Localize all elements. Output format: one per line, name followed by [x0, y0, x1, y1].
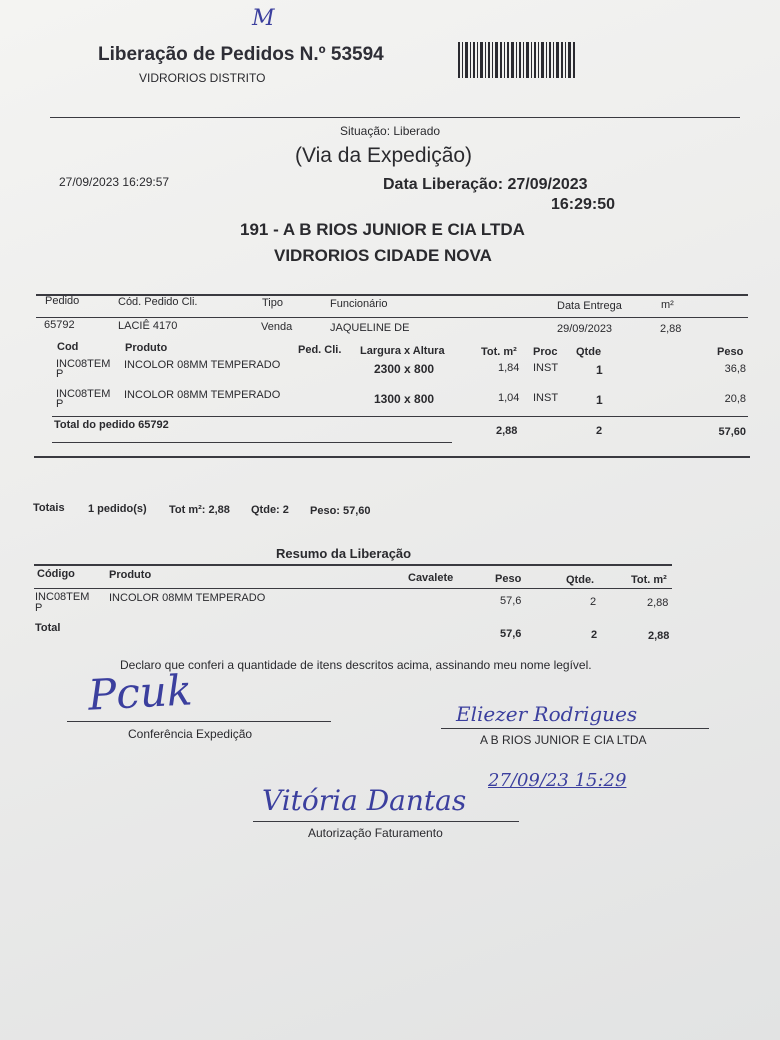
item-dims: 1300 x 800 — [374, 392, 435, 406]
summary-col-codigo: Código — [37, 568, 75, 580]
summary-row-tot-m2: 2,88 — [647, 597, 669, 609]
via-label: (Via da Expedição) — [295, 144, 473, 167]
totals-pedidos: 1 pedido(s) — [88, 503, 147, 515]
release-time: 16:29:50 — [551, 196, 616, 213]
order-total-peso: 57,60 — [718, 426, 746, 438]
summary-col-qtde: Qtde. — [566, 574, 595, 586]
summary-row-cod-line2: P — [35, 602, 43, 614]
summary-total-label: Total — [35, 622, 61, 634]
summary-top-line — [34, 564, 672, 566]
col-m2: m² — [661, 299, 674, 311]
autorizacao-sig-line — [253, 821, 519, 822]
item-cod-line2: P — [56, 368, 64, 380]
document-title: Liberação de Pedidos N.º 53594 — [98, 44, 384, 65]
order-tipo: Venda — [261, 321, 293, 333]
summary-row-cod-line1: INC08TEM — [35, 591, 90, 603]
items-col-qtde: Qtde — [576, 346, 602, 358]
customer-branch: VIDRORIOS CIDADE NOVA — [274, 246, 492, 265]
items-col-ped-cli: Ped. Cli. — [298, 344, 342, 356]
conferencia-sig-line — [67, 721, 331, 722]
conferencia-label: Conferência Expedição — [128, 727, 253, 741]
items-col-proc: Proc — [533, 346, 558, 358]
order-pedido: 65792 — [44, 319, 75, 331]
col-data-entrega: Data Entrega — [557, 300, 622, 312]
col-tipo: Tipo — [262, 297, 283, 309]
barcode — [458, 42, 576, 78]
totals-label: Totais — [33, 502, 65, 514]
item-cod-line1: INC08TEM — [56, 358, 111, 370]
col-cod-pedido: Cód. Pedido Cli. — [118, 296, 198, 308]
items-col-largura-altura: Largura x Altura — [360, 345, 445, 357]
summary-row-qtde: 2 — [590, 596, 597, 608]
autorizacao-label: Autorização Faturamento — [308, 826, 443, 840]
order-header-line — [36, 317, 748, 318]
col-pedido: Pedido — [45, 295, 80, 307]
items-col-peso: Peso — [717, 346, 744, 358]
cliente-signature: Eliezer Rodrigues — [456, 702, 638, 726]
items-col-cod: Cod — [57, 341, 79, 353]
item-proc: INST — [533, 362, 559, 374]
item-peso: 36,8 — [724, 363, 746, 375]
item-cod-line1: INC08TEM — [56, 388, 111, 400]
col-funcionario: Funcionário — [330, 298, 388, 310]
autorizacao-date: 27/09/23 15:29 — [488, 770, 627, 791]
cliente-label: A B RIOS JUNIOR E CIA LTDA — [480, 733, 647, 747]
summary-total-qtde: 2 — [591, 629, 598, 641]
item-proc: INST — [533, 392, 559, 404]
order-total-label: Total do pedido 65792 — [54, 419, 169, 431]
totals-peso: Peso: 57,60 — [310, 505, 371, 517]
order-data-entrega: 29/09/2023 — [557, 323, 613, 335]
item-peso: 20,8 — [724, 393, 746, 405]
order-total-qtde: 2 — [596, 425, 603, 437]
item-produto: INCOLOR 08MM TEMPERADO — [124, 389, 281, 401]
summary-total-tot-m2: 2,88 — [648, 630, 670, 642]
item-qtde: 1 — [596, 393, 603, 407]
order-m2: 2,88 — [660, 323, 682, 335]
customer-line: 191 - A B RIOS JUNIOR E CIA LTDA — [240, 220, 525, 239]
status-text: Situação: Liberado — [340, 124, 441, 138]
summary-total-peso: 57,6 — [500, 628, 522, 640]
items-col-tot-m2: Tot. m² — [481, 346, 517, 358]
release-date: Data Liberação: 27/09/2023 — [383, 176, 588, 193]
totals-qtde: Qtde: 2 — [251, 504, 289, 516]
header-divider — [50, 117, 740, 118]
item-cod-line2: P — [56, 398, 64, 410]
summary-col-cavalete: Cavalete — [408, 572, 454, 584]
autorizacao-signature: Vitória Dantas — [262, 784, 467, 817]
item-dims: 2300 x 800 — [374, 362, 435, 376]
items-bottom-line — [52, 416, 748, 417]
summary-col-tot-m2: Tot. m² — [631, 574, 667, 586]
order-cod-pedido: LACIÊ 4170 — [118, 320, 178, 332]
declaration-text: Declaro que conferi a quantidade de itens descritos acima, assinando meu nome legível. — [120, 658, 592, 672]
summary-row-peso: 57,6 — [500, 595, 522, 607]
order-funcionario: JAQUELINE DE — [330, 322, 410, 334]
summary-col-produto: Produto — [109, 569, 152, 581]
item-tot-m2: 1,04 — [498, 392, 520, 404]
order-total-line — [52, 442, 452, 443]
section-divider — [34, 456, 750, 458]
print-datetime: 27/09/2023 16:29:57 — [59, 175, 170, 189]
totals-tot-m2: Tot m²: 2,88 — [169, 504, 230, 516]
item-produto: INCOLOR 08MM TEMPERADO — [124, 359, 281, 371]
order-total-m2: 2,88 — [496, 425, 518, 437]
cliente-sig-line — [441, 728, 709, 729]
summary-col-peso: Peso — [495, 573, 522, 585]
summary-title: Resumo da Liberação — [276, 546, 412, 561]
items-col-produto: Produto — [125, 342, 168, 354]
handwritten-mark: M — [252, 6, 275, 31]
item-qtde: 1 — [596, 363, 603, 377]
summary-header-line — [34, 588, 672, 589]
item-tot-m2: 1,84 — [498, 362, 520, 374]
company-name: VIDRORIOS DISTRITO — [139, 71, 266, 85]
summary-row-produto: INCOLOR 08MM TEMPERADO — [109, 592, 266, 604]
conferencia-signature: Pcuk — [86, 665, 194, 720]
